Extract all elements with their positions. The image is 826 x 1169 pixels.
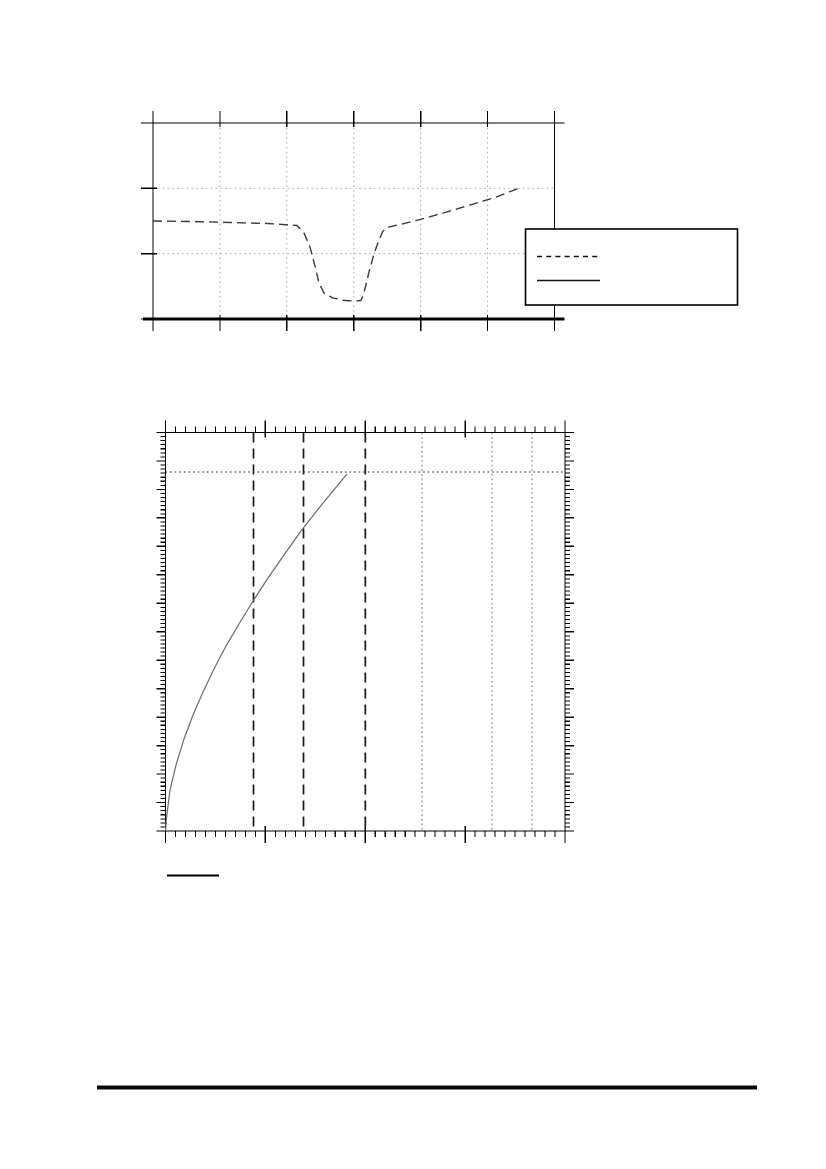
bottom-chart-marker-lines — [166, 433, 566, 832]
bottom-chart — [157, 421, 575, 844]
solid-rising-curve — [166, 474, 348, 831]
top-chart-grid — [153, 123, 555, 319]
top-chart-series — [153, 189, 518, 302]
legend-box — [526, 229, 738, 305]
legend — [526, 229, 738, 305]
top-chart — [141, 111, 738, 331]
bottom-chart-series — [166, 474, 348, 831]
top-chart-ticks — [141, 111, 555, 331]
dashed-response-curve — [153, 189, 518, 302]
